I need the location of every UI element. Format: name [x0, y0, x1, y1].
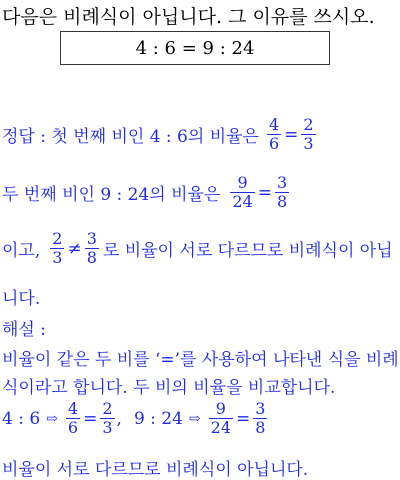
fraction — [253, 400, 267, 437]
numerator: 3 — [255, 399, 266, 418]
numerator: 3 — [277, 173, 288, 192]
denominator: 8 — [277, 192, 288, 211]
equals-sign: = — [257, 182, 273, 203]
answer-line-4: 니다. — [2, 289, 41, 309]
ratio-2: 9 : 24 — [133, 408, 183, 429]
conclusion-text: 비율이 서로 다르므로 비례식이 아닙니다. — [2, 460, 309, 480]
denominator: 8 — [255, 418, 266, 437]
answer-line-2 — [2, 174, 291, 211]
fraction — [209, 400, 233, 437]
answer-line-3-prefix: 이고, — [2, 241, 41, 261]
answer-line-1-prefix: 정답 : 첫 번째 비인 4 : 6의 비율은 — [2, 127, 259, 147]
equals-sign: = — [83, 408, 98, 429]
answer-line-3 — [2, 230, 393, 267]
numerator: 4 — [268, 115, 280, 134]
answer-line-3-suffix: 로 비율이 서로 다르므로 비례식이 아닙 — [102, 241, 393, 261]
fraction — [50, 230, 64, 267]
numerator: 9 — [237, 173, 248, 192]
denominator: 24 — [210, 418, 232, 437]
denominator: 8 — [86, 248, 97, 267]
fraction — [275, 174, 289, 211]
fraction — [100, 400, 114, 437]
numerator: 2 — [303, 115, 314, 134]
numerator: 2 — [102, 399, 113, 418]
fraction — [85, 230, 99, 267]
fraction — [230, 174, 254, 211]
numerator: 2 — [52, 229, 63, 248]
calculation-line — [2, 400, 269, 437]
explanation-line-2: 식이라고 합니다. 두 비의 비율을 비교합니다. — [2, 378, 336, 398]
denominator: 6 — [67, 418, 79, 437]
denominator: 24 — [232, 192, 253, 211]
question-text: 다음은 비례식이 아닙니다. 그 이유를 쓰시오. — [2, 6, 375, 28]
denominator: 3 — [52, 248, 63, 267]
right-arrow-icon: ⇨ — [46, 410, 58, 427]
denominator: 3 — [102, 418, 113, 437]
denominator: 6 — [268, 134, 280, 153]
numerator: 4 — [67, 399, 79, 418]
numerator: 3 — [86, 229, 97, 248]
explanation-line-1: 비율이 같은 두 비를 ‘=’를 사용하여 나타낸 식을 비례 — [2, 350, 399, 370]
numerator: 9 — [215, 399, 226, 418]
not-equal-sign: ≠ — [67, 238, 82, 259]
answer-line-2-prefix: 두 번째 비인 9 : 24의 비율은 — [2, 185, 221, 205]
fraction — [301, 116, 315, 153]
answer-line-1 — [2, 116, 318, 153]
fraction — [267, 116, 281, 153]
fraction — [66, 400, 80, 437]
denominator: 3 — [303, 134, 314, 153]
expression-text: 4 : 6 = 9 : 24 — [135, 37, 255, 59]
expression-box — [60, 31, 330, 65]
explanation-heading: 해설 : — [2, 320, 46, 340]
equals-sign: = — [284, 124, 299, 145]
separator: , — [116, 408, 122, 429]
ratio-1: 4 : 6 — [2, 408, 41, 429]
equals-sign: = — [236, 408, 251, 429]
right-arrow-icon: ⇨ — [188, 410, 201, 427]
